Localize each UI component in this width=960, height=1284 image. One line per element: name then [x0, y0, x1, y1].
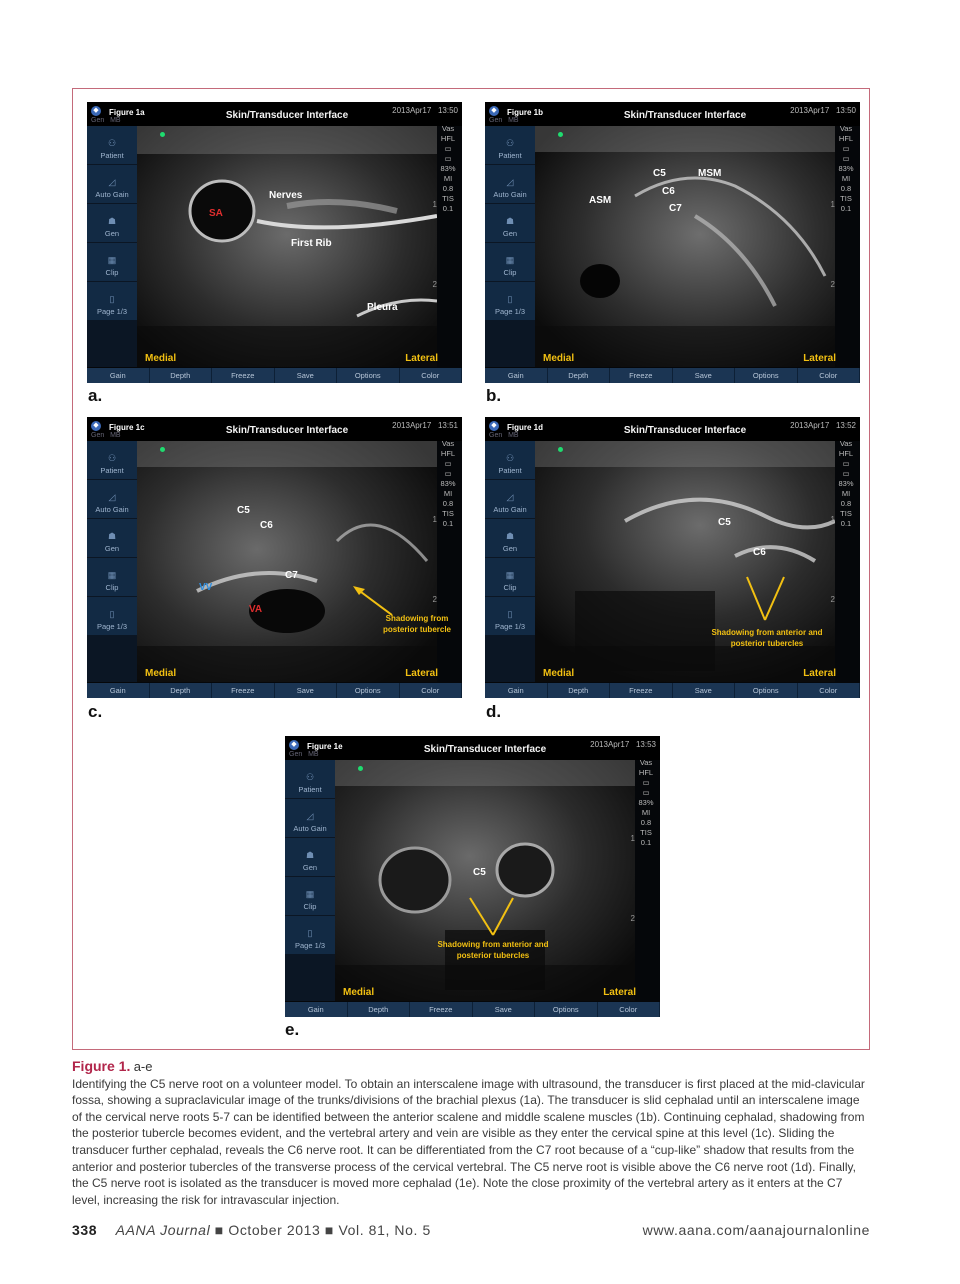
- lateral-label: Lateral: [803, 668, 836, 679]
- annotation-nerves: Nerves: [269, 190, 303, 201]
- sidebar-gen-button[interactable]: ☗ Gen: [87, 204, 137, 242]
- depth-mark-2: 2: [630, 914, 635, 923]
- sidebar-clip-button[interactable]: ▦ Clip: [87, 558, 137, 596]
- device-bottom-bar: [87, 368, 462, 383]
- panel-timestamp: 2013Apr17 13:51: [392, 421, 458, 430]
- subfigure-label-d: d.: [486, 702, 502, 721]
- gen-mb-label: Gen MB: [289, 751, 319, 758]
- page-icon: ▯: [307, 928, 313, 938]
- freeze-button[interactable]: Freeze: [610, 683, 673, 698]
- panel-header-title: Skin/Transducer Interface: [423, 744, 547, 755]
- sidebar-gen-button[interactable]: ☗ Gen: [485, 519, 535, 557]
- annotation-sa: SA: [209, 208, 223, 219]
- person-icon: ⚇: [505, 453, 515, 463]
- panel-figure-label: Figure 1d: [507, 423, 544, 432]
- page-icon: ▯: [507, 294, 513, 304]
- annotation-pleura: Pleura: [367, 302, 398, 313]
- clip-icon: ▦: [505, 570, 515, 580]
- gain-button[interactable]: Gain: [87, 368, 150, 383]
- lateral-label: Lateral: [803, 353, 836, 364]
- annotation-c5: C5: [237, 505, 250, 516]
- depth-mark-2: 2: [830, 595, 835, 604]
- depth-button[interactable]: Depth: [150, 368, 213, 383]
- ultrasound-image: [535, 126, 835, 367]
- annotation-c7: C7: [285, 570, 298, 581]
- subfigure-label-a: a.: [88, 386, 103, 405]
- device-sidebar: [485, 126, 535, 367]
- sidebar-clip-button[interactable]: ▦ Clip: [485, 243, 535, 281]
- gen-mb-label: Gen MB: [91, 432, 121, 439]
- sidebar-clip-button[interactable]: ▦ Clip: [485, 558, 535, 596]
- color-button[interactable]: Color: [798, 368, 861, 383]
- depth-mark-2: 2: [432, 595, 437, 604]
- device-bottom-bar: [485, 683, 860, 698]
- annotation-shadowing-posterior: Shadowing from posterior tubercle: [382, 614, 451, 634]
- options-button[interactable]: Options: [337, 683, 400, 698]
- orientation-marker: [160, 132, 165, 137]
- caption-subtitle: a-e: [133, 1059, 153, 1074]
- medial-label: Medial: [145, 668, 177, 679]
- gain-icon: ◿: [306, 811, 314, 821]
- color-button[interactable]: Color: [400, 683, 463, 698]
- ultrasound-image: [137, 126, 437, 367]
- sidebar-page-button[interactable]: ▯ Page 1/3: [285, 916, 335, 954]
- depth-mark-1: 1: [830, 200, 835, 209]
- sidebar-patient-button[interactable]: ⚇ Patient: [285, 760, 335, 798]
- caption-heading: [72, 1058, 870, 1076]
- sidebar-clip-button[interactable]: ▦ Clip: [285, 877, 335, 915]
- sidebar-gen-button[interactable]: ☗ Gen: [87, 519, 137, 557]
- gain-icon: ◿: [108, 492, 116, 502]
- orientation-marker: [558, 447, 563, 452]
- panel-figure-label: Figure 1b: [507, 108, 544, 117]
- gain-button[interactable]: Gain: [87, 683, 150, 698]
- device-logo-icon: ◆: [489, 421, 499, 431]
- orientation-marker: [160, 447, 165, 452]
- save-button[interactable]: Save: [275, 683, 338, 698]
- sidebar-clip-button[interactable]: ▦ Clip: [87, 243, 137, 281]
- lateral-label: Lateral: [405, 353, 438, 364]
- gen-icon: ☗: [107, 216, 117, 226]
- options-button[interactable]: Options: [735, 683, 798, 698]
- options-button[interactable]: Options: [337, 368, 400, 383]
- freeze-button[interactable]: Freeze: [212, 683, 275, 698]
- save-button[interactable]: Save: [673, 368, 736, 383]
- depth-mark-2: 2: [432, 280, 437, 289]
- gen-icon: ☗: [505, 216, 515, 226]
- gen-mb-label: Gen MB: [91, 117, 121, 124]
- gen-mb-label: Gen MB: [489, 117, 519, 124]
- color-button[interactable]: Color: [798, 683, 861, 698]
- subfigure-label-c: c.: [88, 702, 103, 721]
- lateral-label: Lateral: [405, 668, 438, 679]
- page-icon: ▯: [109, 294, 115, 304]
- panel-header-title: Skin/Transducer Interface: [225, 425, 349, 436]
- sidebar-auto-gain-button[interactable]: ◿ Auto Gain: [87, 480, 137, 518]
- clip-icon: ▦: [107, 570, 117, 580]
- save-button[interactable]: Save: [673, 683, 736, 698]
- person-icon: ⚇: [305, 772, 315, 782]
- color-button[interactable]: Color: [598, 1002, 661, 1017]
- freeze-button[interactable]: Freeze: [610, 368, 673, 383]
- annotation-c7: C7: [669, 203, 682, 214]
- medial-label: Medial: [543, 668, 575, 679]
- device-sidebar: [87, 126, 137, 367]
- annotation-vv: VV: [199, 582, 213, 593]
- lateral-label: Lateral: [603, 987, 636, 998]
- depth-mark-1: 1: [432, 515, 437, 524]
- sidebar-page-button[interactable]: ▯ Page 1/3: [485, 282, 535, 320]
- options-button[interactable]: Options: [535, 1002, 598, 1017]
- medial-label: Medial: [343, 987, 375, 998]
- subfigure-label-b: b.: [486, 386, 502, 405]
- color-button[interactable]: Color: [400, 368, 463, 383]
- sidebar-page-button[interactable]: ▯ Page 1/3: [485, 597, 535, 635]
- shadow-arrow: [87, 417, 462, 698]
- freeze-button[interactable]: Freeze: [212, 368, 275, 383]
- sidebar-auto-gain-button[interactable]: ◿ Auto Gain: [485, 165, 535, 203]
- annotation-c6: C6: [753, 547, 766, 558]
- sidebar-patient-button[interactable]: ⚇ Patient: [87, 126, 137, 164]
- freeze-button[interactable]: Freeze: [410, 1002, 473, 1017]
- shadow-arrows: [485, 417, 860, 698]
- panel-figure-label: Figure 1c: [109, 423, 145, 432]
- journal-url[interactable]: www.aana.com/aanajournalonline: [642, 1222, 870, 1238]
- depth-button[interactable]: Depth: [548, 683, 611, 698]
- clip-icon: ▦: [505, 255, 515, 265]
- annotation-shadowing-anterior-posterior: Shadowing from anterior and posterior tubercles: [711, 628, 823, 648]
- person-icon: ⚇: [107, 138, 117, 148]
- save-button[interactable]: Save: [473, 1002, 536, 1017]
- sidebar-auto-gain-button[interactable]: ◿ Auto Gain: [485, 480, 535, 518]
- clip-icon: ▦: [305, 889, 315, 899]
- figure-caption: [72, 1058, 870, 1208]
- panel-timestamp: 2013Apr17 13:50: [392, 106, 458, 115]
- gain-button[interactable]: Gain: [285, 1002, 348, 1017]
- page-icon: ▯: [109, 609, 115, 619]
- device-readout: Vas HFL ▭ ▭ 83% MI 0.8 TIS 0.1: [440, 439, 456, 528]
- save-button[interactable]: Save: [275, 368, 338, 383]
- device-bottom-bar: [285, 1002, 660, 1017]
- subfigure-label-e: e.: [285, 1020, 300, 1039]
- sidebar-page-button[interactable]: ▯ Page 1/3: [87, 282, 137, 320]
- panel-figure-label: Figure 1a: [109, 108, 145, 117]
- caption-title: Figure 1.: [72, 1058, 131, 1074]
- device-readout: Vas HFL ▭ ▭ 83% MI 0.8 TIS 0.1: [638, 758, 654, 847]
- ultrasound-panel-1b: [485, 102, 860, 383]
- sidebar-patient-button[interactable]: ⚇ Patient: [87, 441, 137, 479]
- depth-mark-2: 2: [830, 280, 835, 289]
- ultrasound-panel-1d: [485, 417, 860, 698]
- panel-header-bar: [485, 102, 860, 126]
- depth-button[interactable]: Depth: [548, 368, 611, 383]
- panel-figure-label: Figure 1e: [307, 742, 343, 751]
- page-number: 338: [72, 1222, 98, 1238]
- annotation-c5: C5: [718, 517, 731, 528]
- sidebar-gen-button[interactable]: ☗ Gen: [485, 204, 535, 242]
- gen-icon: ☗: [505, 531, 515, 541]
- panel-header-title: Skin/Transducer Interface: [225, 110, 349, 121]
- medial-label: Medial: [543, 353, 575, 364]
- ultrasound-panel-1c: [87, 417, 462, 698]
- gain-icon: ◿: [506, 177, 514, 187]
- panel-timestamp: 2013Apr17 13:50: [790, 106, 856, 115]
- device-readout: Vas HFL ▭ ▭ 83% MI 0.8 TIS 0.1: [838, 439, 854, 528]
- panel-header-title: Skin/Transducer Interface: [623, 110, 747, 121]
- annotation-shadowing-anterior-posterior: Shadowing from anterior and posterior tubercles: [437, 940, 549, 960]
- depth-button[interactable]: Depth: [150, 683, 213, 698]
- device-bottom-bar: [485, 368, 860, 383]
- panel-header-title: Skin/Transducer Interface: [623, 425, 747, 436]
- annotation-va: VA: [249, 604, 263, 615]
- annotation-asm: ASM: [589, 195, 612, 206]
- sidebar-auto-gain-button[interactable]: ◿ Auto Gain: [87, 165, 137, 203]
- medial-label: Medial: [145, 353, 177, 364]
- device-logo-icon: ◆: [489, 106, 499, 116]
- device-readout: Vas HFL ▭ ▭ 83% MI 0.8 TIS 0.1: [838, 124, 854, 213]
- caption-body: Identifying the C5 nerve root on a volunteer model. To obtain an interscalene image with ultrasound, the transducer is first placed at the mid-clavicular fossa, showing a supraclavicular image of the trunks/divisions of the brachial plexus (1a). The transducer is slid cephalad until an interscalene image of the cervical nerve roots 5-7 can be identified between the anterior scalene and middle scalene muscles (1b). Continuing cephalad, shadowing from the posterior tubercle becomes evident, and the vertebral artery and vein are visible as they enter the cervical spine at this level (1c). Sliding the transducer further cephalad, reveals the C6 nerve root. It can be differentiated from the C7 root because of a “cup-like” shadow that results from the anterior and posterior tubercles of the transverse process of the cervical vertebral. The C5 nerve root is visible above the C6 nerve root (1d). Finally, the C5 nerve root is isolated as the transducer is moved more cephalad (1e). Note the close proximity of the vertebral artery as it enters at the C7 level, increasing the risk for intravascular injection.: [72, 1076, 865, 1207]
- journal-citation: AANA Journal ■ October 2013 ■ Vol. 81, No. 5: [115, 1222, 431, 1238]
- annotation-c5: C5: [473, 867, 486, 878]
- ultrasound-panel-1a: [87, 102, 462, 383]
- device-readout: Vas HFL ▭ ▭ 83% MI 0.8 TIS 0.1: [440, 124, 456, 213]
- annotation-msm: MSM: [698, 168, 722, 179]
- device-logo-icon: ◆: [91, 106, 101, 116]
- gen-mb-label: Gen MB: [489, 432, 519, 439]
- panel-timestamp: 2013Apr17 13:52: [790, 421, 856, 430]
- orientation-marker: [558, 132, 563, 137]
- person-icon: ⚇: [505, 138, 515, 148]
- depth-mark-1: 1: [432, 200, 437, 209]
- device-logo-icon: ◆: [289, 740, 299, 750]
- options-button[interactable]: Options: [735, 368, 798, 383]
- panel-timestamp: 2013Apr17 13:53: [590, 740, 656, 749]
- gen-icon: ☗: [305, 850, 315, 860]
- orientation-marker: [358, 766, 363, 771]
- sidebar-page-button[interactable]: ▯ Page 1/3: [87, 597, 137, 635]
- gain-icon: ◿: [506, 492, 514, 502]
- ultrasound-panel-1e: [285, 736, 660, 1017]
- sidebar-gen-button[interactable]: ☗ Gen: [285, 838, 335, 876]
- gain-icon: ◿: [108, 177, 116, 187]
- gain-button[interactable]: Gain: [485, 368, 548, 383]
- panel-header-bar: [87, 102, 462, 126]
- device-logo-icon: ◆: [91, 421, 101, 431]
- person-icon: ⚇: [107, 453, 117, 463]
- annotation-first-rib: First Rib: [291, 238, 332, 249]
- clip-icon: ▦: [107, 255, 117, 265]
- page-icon: ▯: [507, 609, 513, 619]
- gen-icon: ☗: [107, 531, 117, 541]
- sidebar-auto-gain-button[interactable]: ◿ Auto Gain: [285, 799, 335, 837]
- depth-mark-1: 1: [630, 834, 635, 843]
- depth-button[interactable]: Depth: [348, 1002, 411, 1017]
- device-bottom-bar: [87, 683, 462, 698]
- annotation-c6: C6: [662, 186, 675, 197]
- depth-mark-1: 1: [830, 515, 835, 524]
- sidebar-patient-button[interactable]: ⚇ Patient: [485, 441, 535, 479]
- sidebar-patient-button[interactable]: ⚇ Patient: [485, 126, 535, 164]
- annotation-c6: C6: [260, 520, 273, 531]
- gain-button[interactable]: Gain: [485, 683, 548, 698]
- annotation-c5: C5: [653, 168, 666, 179]
- page-footer: [72, 1222, 870, 1238]
